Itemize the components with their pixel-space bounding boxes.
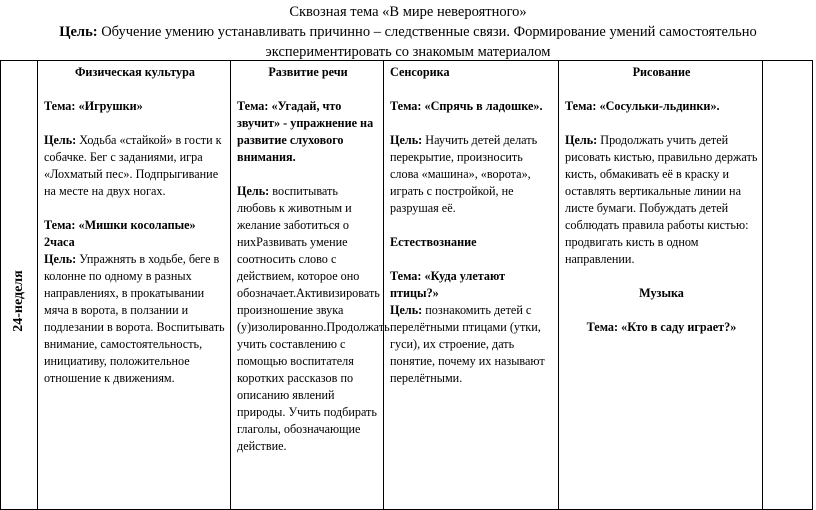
column-drawing: Рисование Тема: «Сосульки-льдинки». Цель: Продолжать учить детей рисовать кистью, правильно держать кисть, обмакивать её в краску и оставлять вертикальные линии на листе бумаги. Побуждать детей соблюдать правила работы кистью: продвигать кисть в одном направлении. Музыка Тема: «Кто в саду играет?»: [559, 61, 763, 510]
pe-goal-2: Упражнять в ходьбе, беге в колонне по одному в разных направлениях, в прокатывании мяча в ворота, в ползании и подлезании в ворота. Воспитывать внимание, самостоятельность, инициативу, положительное отношение к движениям.: [44, 252, 225, 385]
lesson-plan-table: [0, 60, 813, 510]
drawing-topic: «Сосульки-льдинки».: [596, 99, 720, 113]
document-header: [0, 2, 816, 62]
subject-drawing: Рисование: [632, 65, 691, 79]
column-physical-education: Физическая культура Тема: «Игрушки» Цель: Ходьба «стайкой» в гости к собачке. Бег с заданиями, игра «Лохматый пес». Подпрыгивание на месте на двух ногах. Тема: «Мишки косолапые» 2часа Цель: Упражнять в ходьбе, беге в колонне по одному в разных направлениях, в прокатывании мяча в ворота, в ползании и подлезании в ворота. Воспитывать внимание, самостоятельность, инициативу, положительное отношение к движениям.: [38, 61, 231, 510]
subject-physical-education: Физическая культура: [74, 65, 196, 79]
pe-topic-2: «Мишки косолапые» 2часа: [44, 218, 196, 249]
goal-text: Обучение умению устанавливать причинно – следственные связи. Формирование умений самостоятельно экспериментировать со знакомым материалом: [97, 24, 757, 60]
subject-music: Музыка: [639, 286, 684, 300]
pe-goal-1: Ходьба «стайкой» в гости к собачке. Бег с заданиями, игра «Лохматый пес». Подпрыгивание на месте на двух ногах.: [44, 133, 222, 198]
subject-sensory: Сенсорика: [390, 65, 450, 79]
goal-label: Цель:: [59, 24, 98, 40]
column-speech-development: Развитие речи Тема: «Угадай, что звучит» - упражнение на развитие слухового внимания. Цель: воспитывать любовь к животным и желание заботиться о нихРазвивать умение соотносить слово с действием, которое оно обозначает.Активизировать произношение звука (у)изолированно.Продолжать учить составлению с помощью воспитателя коротких рассказов по описанию явлений природы. Учить подбирать глаголы, обозначающие действие.: [231, 61, 384, 510]
music-topic: «Кто в саду играет?»: [618, 320, 737, 334]
sensory-goal: Научить детей делать перекрытие, произносить слова «машина», «ворота», играть с постройкой, не разрушая её.: [390, 133, 538, 215]
science-goal: познакомить детей с перелётными птицами (утки, гуси), их строение, дать понятие, почему их называют перелётными.: [390, 303, 545, 385]
drawing-goal: Продолжать учить детей рисовать кистью, правильно держать кисть, обмакивать её в краску и оставлять вертикальные линии на листе бумаги. Побуждать детей соблюдать правила работы кистью: продвигать кисть в одном направлении.: [565, 133, 758, 266]
week-cell: [1, 61, 38, 510]
speech-goal: воспитывать любовь к животным и желание заботиться о нихРазвивать умение соотносить слово с действием, которое оно обозначает.Активизировать произношение звука (у)изолированно.Продолжать учить составлению с помощью воспитателя коротких рассказов по описанию явлений природы. Учить подбирать глаголы, обозначающие действие.: [237, 184, 390, 453]
science-topic: «Куда улетают птицы?»: [390, 269, 506, 300]
speech-topic: «Угадай, что звучит» - упражнение на развитие слухового внимания.: [237, 99, 374, 164]
theme-title: Сквозная тема «В мире невероятного»: [289, 4, 527, 20]
pe-topic-1: «Игрушки»: [75, 99, 143, 113]
column-sensory: Сенсорика Тема: «Спрячь в ладошке». Цель: Научить детей делать перекрытие, произносить слова «машина», «ворота», играть с постройкой, не разрушая её. Естествознание Тема: «Куда улетают птицы?» Цель: познакомить детей с перелётными птицами (утки, гуси), их строение, дать понятие, почему их называют перелётными.: [384, 61, 559, 510]
subject-natural-science: Естествознание: [390, 235, 477, 249]
empty-column: [763, 61, 813, 510]
subject-speech-development: Развитие речи: [268, 65, 348, 79]
week-label: 24-неделя: [11, 270, 26, 332]
sensory-topic: «Спрячь в ладошке».: [421, 99, 543, 113]
